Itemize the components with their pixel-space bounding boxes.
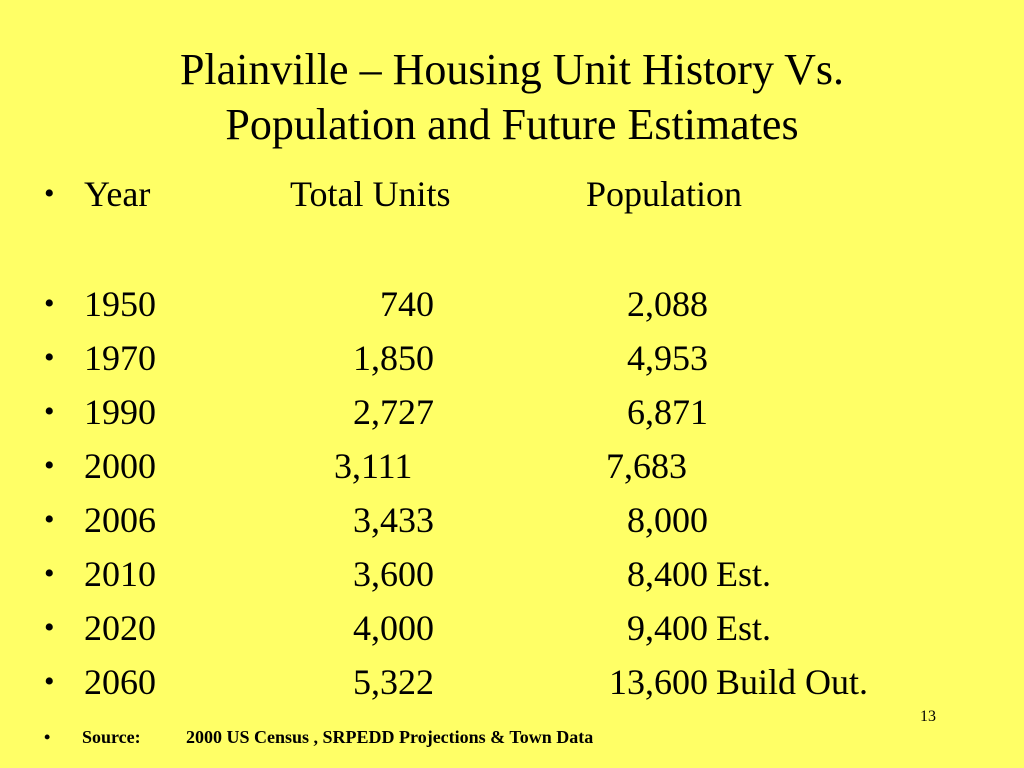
row-population: 4,953 — [627, 338, 708, 378]
row-year: 2020 — [84, 608, 156, 648]
table-row — [0, 334, 1024, 382]
source-line — [0, 725, 1024, 749]
row-year: 2006 — [84, 500, 156, 540]
source-text: 2000 US Census , SRPEDD Projections & Town Data — [186, 727, 594, 747]
table-row — [0, 388, 1024, 436]
bullet-icon: • — [44, 557, 55, 590]
row-year: 2060 — [84, 662, 156, 702]
row-total-units: 1,850 — [353, 338, 434, 378]
bullet-icon: • — [44, 665, 55, 698]
table-row — [0, 496, 1024, 544]
row-population: 13,600 — [609, 662, 708, 702]
row-population: 8,000 — [627, 500, 708, 540]
row-note: Build Out. — [716, 662, 869, 702]
bullet-icon: • — [44, 611, 55, 644]
row-year: 1950 — [84, 284, 156, 324]
row-year: 1990 — [84, 392, 156, 432]
header-total-units: Total Units — [290, 174, 451, 214]
row-year: 2010 — [84, 554, 156, 594]
row-population: 6,871 — [627, 392, 708, 432]
table-row — [0, 280, 1024, 328]
row-total-units: 3,433 — [353, 500, 434, 540]
table-row — [0, 604, 1024, 652]
table-row — [0, 658, 1024, 706]
slide-title-line-1: Plainville – Housing Unit History Vs. — [179, 45, 845, 94]
row-population: 2,088 — [627, 284, 708, 324]
row-year: 2000 — [84, 446, 156, 486]
slide-title-line-2: Population and Future Estimates — [225, 100, 799, 149]
header-year: Year — [84, 174, 151, 214]
header-row — [0, 170, 1024, 218]
row-population: 7,683 — [606, 446, 687, 486]
page-number: 13 — [920, 708, 936, 725]
row-population: 9,400 — [627, 608, 708, 648]
row-total-units: 5,322 — [353, 662, 434, 702]
row-total-units: 2,727 — [353, 392, 434, 432]
row-year: 1970 — [84, 338, 156, 378]
bullet-icon: • — [44, 503, 55, 536]
bullet-icon: • — [44, 287, 55, 320]
header-population: Population — [586, 174, 743, 214]
row-note: Est. — [716, 554, 772, 594]
source-label: Source: — [82, 727, 141, 747]
bullet-icon: • — [44, 727, 51, 747]
bullet-icon: • — [44, 177, 55, 210]
row-note: Est. — [716, 608, 772, 648]
bullet-icon: • — [44, 449, 55, 482]
table-row — [0, 550, 1024, 598]
bullet-icon: • — [44, 341, 55, 374]
row-population: 8,400 — [627, 554, 708, 594]
row-total-units: 4,000 — [353, 608, 434, 648]
row-total-units: 3,111 — [334, 446, 413, 486]
row-total-units: 3,600 — [353, 554, 434, 594]
bullet-icon: • — [44, 395, 55, 428]
table-row — [0, 442, 1024, 490]
row-total-units: 740 — [380, 284, 434, 324]
slide-title — [0, 42, 1024, 152]
